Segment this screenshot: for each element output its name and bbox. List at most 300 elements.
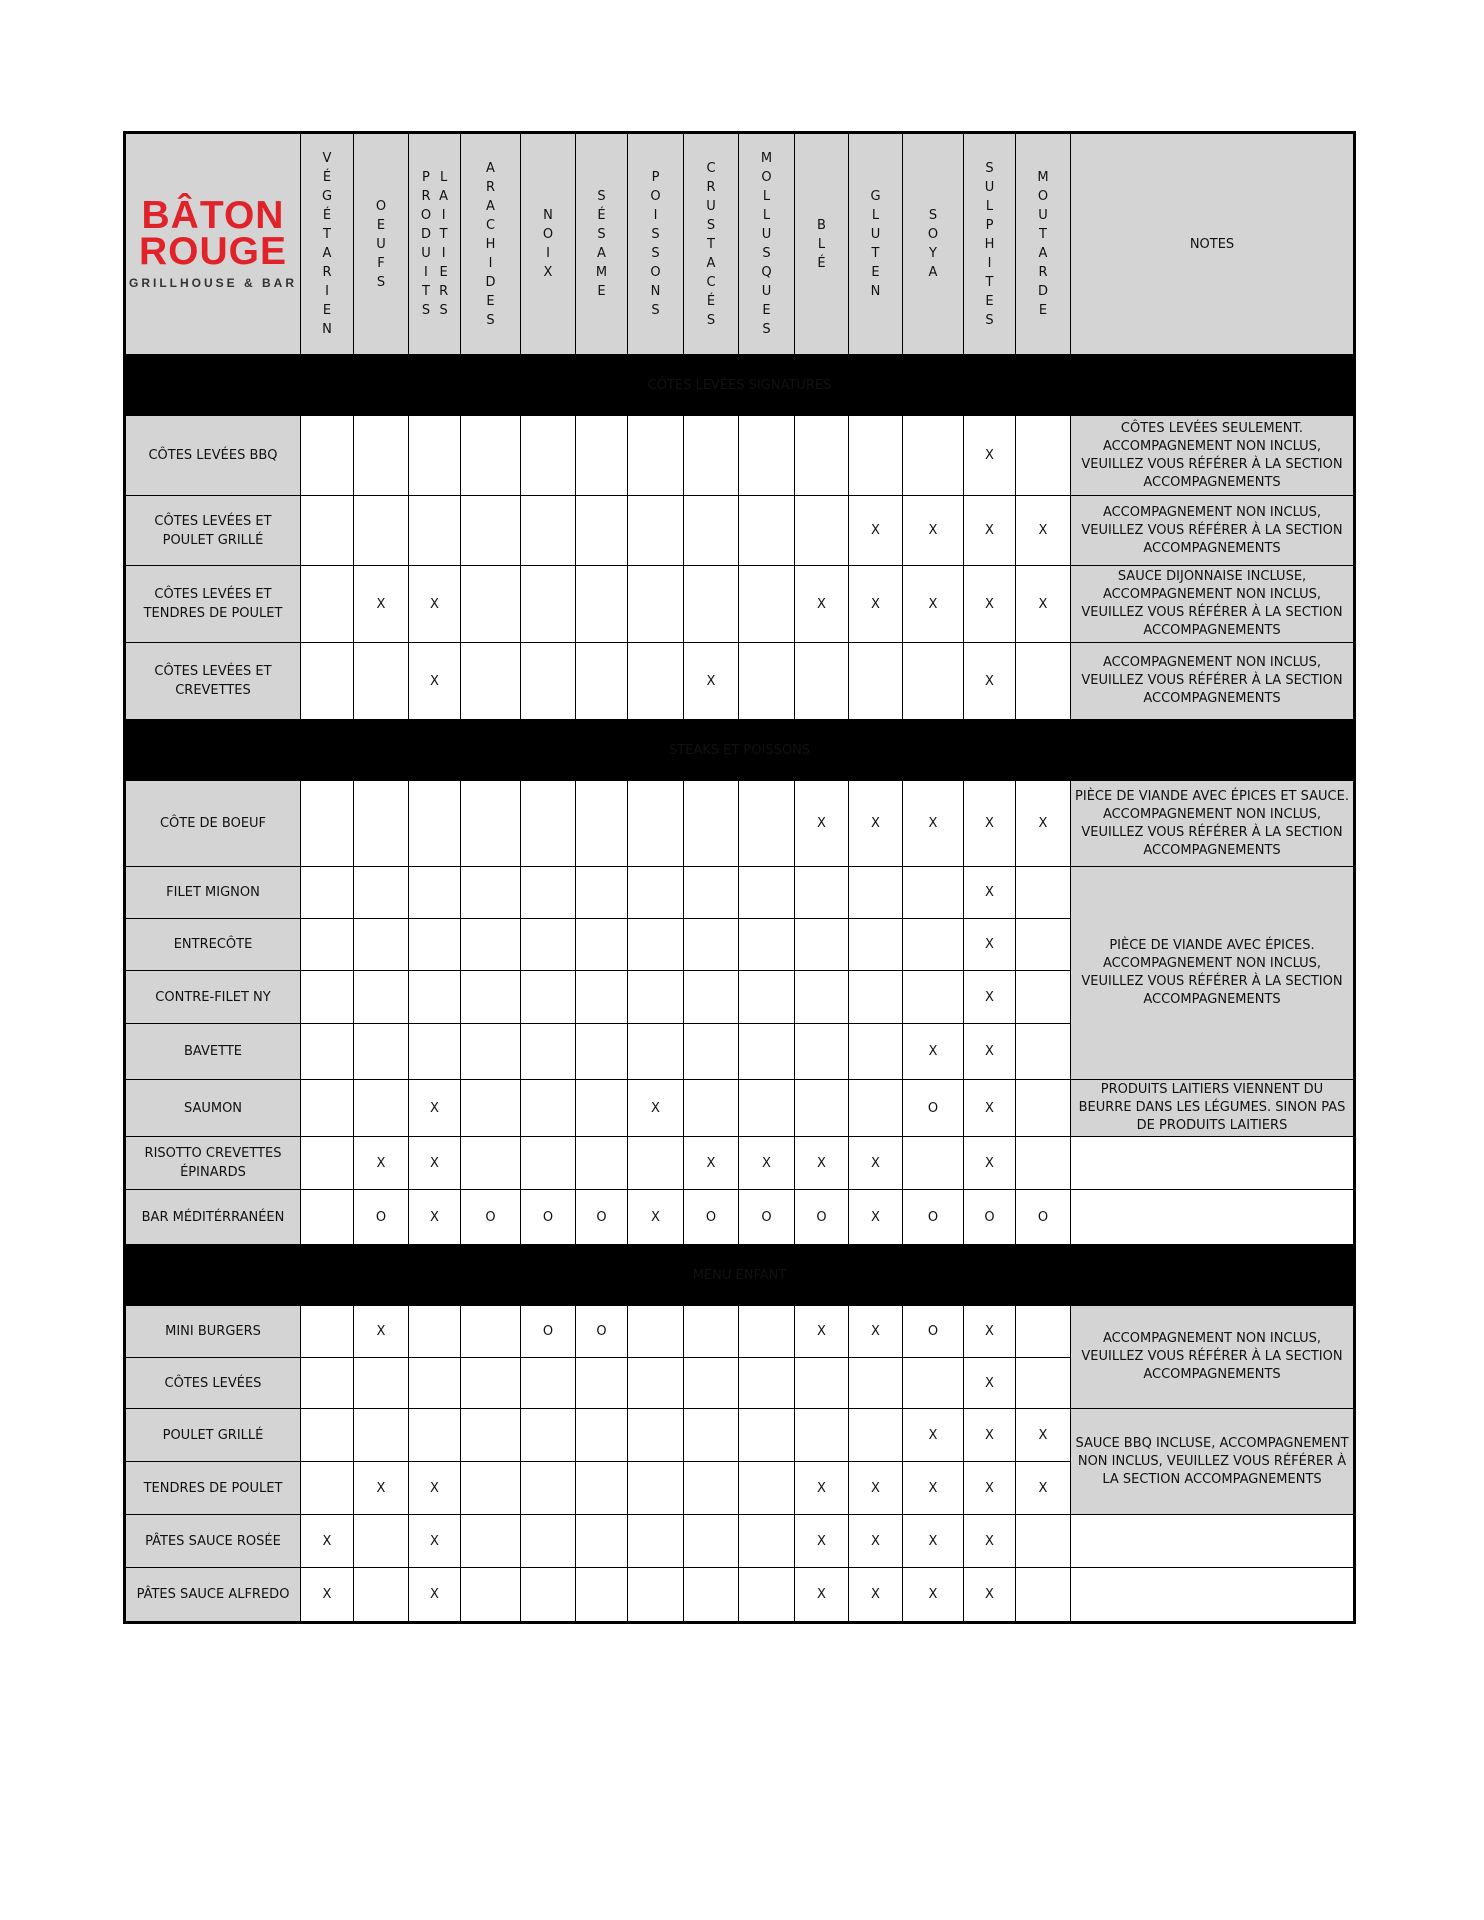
allergen-mark — [461, 416, 521, 496]
allergen-letter: H — [984, 236, 995, 252]
allergen-header — [521, 133, 576, 355]
allergen-header-label — [817, 216, 826, 273]
menu-item-name: PÂTES SAUCE ROSÉE — [125, 1515, 301, 1568]
allergen-mark — [628, 1306, 684, 1358]
section-header-row — [125, 355, 1355, 416]
allergen-mark — [628, 919, 684, 971]
allergen-mark — [576, 919, 628, 971]
allergen-header — [849, 133, 903, 355]
allergen-letter: E — [376, 217, 386, 233]
allergen-mark — [628, 971, 684, 1024]
allergen-letter: S — [985, 160, 994, 176]
allergen-letter: S — [762, 246, 771, 261]
allergen-mark: X — [964, 1137, 1016, 1190]
allergen-mark — [684, 781, 739, 867]
allergen-mark: X — [1016, 1462, 1071, 1515]
allergen-letter: E — [439, 265, 448, 280]
allergen-mark: X — [628, 1080, 684, 1137]
allergen-header — [964, 133, 1016, 355]
allergen-mark — [576, 1137, 628, 1190]
allergen-letter: A — [486, 160, 495, 176]
allergen-mark: X — [354, 1306, 409, 1358]
item-note: SAUCE DIJONNAISE INCLUSE, ACCOMPAGNEMENT NON INCLUS, VEUILLEZ VOUS RÉFÉRER À LA SECTION ACCOMPAGNEMENTS — [1071, 566, 1355, 643]
item-note: ACCOMPAGNEMENT NON INCLUS, VEUILLEZ VOUS RÉFÉRER À LA SECTION ACCOMPAGNEMENTS — [1071, 643, 1355, 720]
allergen-mark: X — [964, 1515, 1016, 1568]
allergen-mark — [849, 1024, 903, 1080]
item-note — [1071, 1515, 1355, 1568]
allergen-mark — [849, 1080, 903, 1137]
allergen-letter: I — [441, 246, 446, 261]
allergen-header-word — [421, 168, 431, 320]
allergen-mark — [684, 971, 739, 1024]
allergen-mark — [354, 1409, 409, 1462]
allergen-mark — [903, 971, 964, 1024]
allergen-letter: E — [871, 265, 880, 280]
allergen-mark — [576, 1024, 628, 1080]
allergen-header-label — [650, 168, 660, 320]
allergen-letter: D — [485, 274, 496, 290]
allergen-mark — [301, 1080, 354, 1137]
allergen-header-label — [928, 206, 938, 282]
allergen-mark: X — [354, 1462, 409, 1515]
allergen-letter: U — [984, 179, 995, 195]
allergen-mark: X — [964, 1024, 1016, 1080]
item-note: SAUCE BBQ INCLUSE, ACCOMPAGNEMENT NON INCLUS, VEUILLEZ VOUS RÉFÉRER À LA SECTION ACCOMPAGNEMENTS — [1071, 1409, 1355, 1515]
allergen-header — [301, 133, 354, 355]
allergen-letter: A — [928, 265, 938, 280]
allergen-letter: R — [1038, 265, 1048, 280]
allergen-letter: C — [706, 160, 716, 176]
allergen-letter: T — [422, 284, 430, 299]
allergen-mark — [576, 1080, 628, 1137]
allergen-mark: X — [903, 1462, 964, 1515]
allergen-header-label — [543, 206, 553, 282]
allergen-mark: O — [521, 1306, 576, 1358]
allergen-mark — [684, 1024, 739, 1080]
allergen-mark — [1016, 1358, 1071, 1409]
allergen-mark: X — [964, 566, 1016, 643]
allergen-mark — [795, 1080, 849, 1137]
allergen-mark — [1016, 971, 1071, 1024]
menu-item-name: CÔTE DE BOEUF — [125, 781, 301, 867]
allergen-mark — [684, 416, 739, 496]
allergen-letter: E — [322, 303, 332, 318]
allergen-mark: X — [964, 971, 1016, 1024]
menu-item-name: MINI BURGERS — [125, 1306, 301, 1358]
allergen-mark — [739, 1080, 795, 1137]
allergen-mark: X — [795, 781, 849, 867]
allergen-header — [461, 133, 521, 355]
item-note — [1071, 1137, 1355, 1190]
allergen-mark: X — [964, 1358, 1016, 1409]
menu-item-row — [125, 1515, 1355, 1568]
allergen-letter: É — [322, 170, 332, 185]
allergen-mark: X — [795, 1462, 849, 1515]
allergen-mark — [849, 919, 903, 971]
allergen-mark — [354, 1515, 409, 1568]
allergen-mark: X — [409, 1080, 461, 1137]
allergen-letter: I — [441, 208, 446, 223]
allergen-mark: X — [354, 566, 409, 643]
allergen-mark — [739, 1515, 795, 1568]
allergen-letter: S — [376, 274, 386, 290]
allergen-mark — [1016, 416, 1071, 496]
menu-item-name: POULET GRILLÉ — [125, 1409, 301, 1462]
allergen-mark — [795, 971, 849, 1024]
allergen-mark — [795, 1358, 849, 1409]
allergen-mark — [739, 867, 795, 919]
allergen-mark: X — [964, 643, 1016, 720]
allergen-mark: X — [795, 566, 849, 643]
allergen-header-word — [650, 168, 660, 320]
allergen-mark — [739, 1462, 795, 1515]
allergen-letter: I — [653, 208, 658, 223]
allergen-mark — [576, 416, 628, 496]
allergen-mark — [903, 416, 964, 496]
allergen-mark — [301, 416, 354, 496]
allergen-letter: R — [706, 179, 716, 195]
allergen-letter: N — [650, 284, 661, 299]
allergen-mark: X — [409, 1190, 461, 1245]
allergen-mark: O — [576, 1306, 628, 1358]
allergen-letter: T — [871, 246, 880, 261]
allergen-letter: R — [421, 189, 431, 204]
allergen-mark — [301, 781, 354, 867]
allergen-header-word — [1037, 168, 1048, 320]
allergen-mark — [461, 1306, 521, 1358]
allergen-mark: X — [849, 1568, 903, 1623]
allergen-mark: X — [964, 919, 1016, 971]
item-note: PIÈCE DE VIANDE AVEC ÉPICES. ACCOMPAGNEMENT NON INCLUS, VEUILLEZ VOUS RÉFÉRER À LA SECTION ACCOMPAGNEMENTS — [1071, 867, 1355, 1080]
item-note — [1071, 1190, 1355, 1245]
allergen-header — [739, 133, 795, 355]
allergen-mark — [354, 971, 409, 1024]
menu-item-name: ENTRECÔTE — [125, 919, 301, 971]
allergen-mark: O — [354, 1190, 409, 1245]
allergen-mark — [684, 1409, 739, 1462]
allergen-mark — [739, 781, 795, 867]
allergen-mark — [461, 566, 521, 643]
allergen-mark — [521, 1515, 576, 1568]
allergen-mark — [628, 1137, 684, 1190]
allergen-mark: O — [461, 1190, 521, 1245]
allergen-mark: X — [903, 1024, 964, 1080]
allergen-mark — [628, 781, 684, 867]
allergen-mark — [521, 1568, 576, 1623]
allergen-mark — [354, 496, 409, 566]
allergen-mark — [521, 643, 576, 720]
allergen-mark: X — [684, 1137, 739, 1190]
allergen-mark — [684, 566, 739, 643]
allergen-mark — [849, 1358, 903, 1409]
allergen-mark — [301, 919, 354, 971]
allergen-mark — [461, 781, 521, 867]
menu-item-row — [125, 1190, 1355, 1245]
menu-item-row — [125, 1080, 1355, 1137]
allergen-mark: O — [964, 1190, 1016, 1245]
allergen-header-word — [322, 149, 332, 339]
menu-item-name: FILET MIGNON — [125, 867, 301, 919]
allergen-mark — [1016, 1568, 1071, 1623]
allergen-mark — [521, 416, 576, 496]
allergen-letter: E — [486, 293, 495, 309]
allergen-mark — [795, 1409, 849, 1462]
allergen-header-word — [376, 197, 386, 292]
allergen-letter: V — [322, 151, 332, 166]
item-note: PRODUITS LAITIERS VIENNENT DU BEURRE DANS LES LÉGUMES. SINON PAS DE PRODUITS LAITIERS — [1071, 1080, 1355, 1137]
allergen-mark — [795, 919, 849, 971]
allergen-letter: N — [870, 284, 881, 299]
allergen-mark: X — [964, 496, 1016, 566]
item-note: ACCOMPAGNEMENT NON INCLUS, VEUILLEZ VOUS RÉFÉRER À LA SECTION ACCOMPAGNEMENTS — [1071, 1306, 1355, 1409]
allergen-mark — [354, 1568, 409, 1623]
allergen-letter: F — [377, 255, 385, 271]
allergen-mark — [739, 971, 795, 1024]
allergen-mark — [795, 416, 849, 496]
allergen-mark — [576, 971, 628, 1024]
allergen-mark — [409, 496, 461, 566]
allergen-mark: X — [964, 1409, 1016, 1462]
allergen-header — [354, 133, 409, 355]
menu-item-row — [125, 416, 1355, 496]
allergen-mark — [739, 496, 795, 566]
allergen-mark — [628, 416, 684, 496]
allergen-mark: O — [903, 1306, 964, 1358]
allergen-mark — [849, 971, 903, 1024]
allergen-header-label — [376, 197, 386, 292]
item-note: ACCOMPAGNEMENT NON INCLUS, VEUILLEZ VOUS RÉFÉRER À LA SECTION ACCOMPAGNEMENTS — [1071, 496, 1355, 566]
allergen-letter: O — [650, 265, 661, 280]
allergen-letter: E — [1038, 303, 1048, 318]
allergen-letter: U — [761, 227, 772, 242]
allergen-mark — [903, 643, 964, 720]
allergen-mark — [1016, 1306, 1071, 1358]
allergen-mark — [628, 1462, 684, 1515]
allergen-sheet — [123, 131, 1356, 1624]
allergen-letter: T — [985, 274, 994, 290]
allergen-mark — [795, 496, 849, 566]
allergen-letter: I — [987, 255, 992, 271]
allergen-mark: X — [1016, 781, 1071, 867]
allergen-mark — [739, 643, 795, 720]
allergen-mark: X — [1016, 1409, 1071, 1462]
allergen-mark — [354, 919, 409, 971]
allergen-letter: É — [817, 255, 826, 271]
allergen-header-word — [543, 206, 553, 282]
allergen-mark — [684, 1515, 739, 1568]
allergen-mark — [461, 1358, 521, 1409]
allergen-letter: O — [1037, 189, 1049, 204]
allergen-letter: O — [542, 227, 554, 242]
allergen-mark: O — [903, 1190, 964, 1245]
allergen-letter: L — [817, 236, 826, 252]
allergen-letter: L — [762, 189, 771, 204]
allergen-letter: L — [762, 208, 771, 223]
allergen-mark: X — [964, 867, 1016, 919]
allergen-mark — [521, 867, 576, 919]
allergen-mark — [409, 781, 461, 867]
allergen-header-label — [761, 149, 772, 339]
section-title: CÔTES LEVÉES SIGNATURES — [125, 355, 1355, 416]
allergen-header-word — [485, 159, 495, 330]
allergen-mark — [684, 919, 739, 971]
allergen-mark — [576, 566, 628, 643]
allergen-mark: X — [964, 416, 1016, 496]
allergen-mark — [409, 1358, 461, 1409]
allergen-mark — [1016, 867, 1071, 919]
allergen-mark — [576, 1568, 628, 1623]
menu-item-row — [125, 566, 1355, 643]
allergen-mark — [795, 643, 849, 720]
allergen-mark — [521, 1462, 576, 1515]
allergen-letter: R — [322, 265, 332, 280]
allergen-mark — [461, 643, 521, 720]
menu-item-name: SAUMON — [125, 1080, 301, 1137]
allergen-mark: X — [903, 781, 964, 867]
allergen-mark — [301, 1306, 354, 1358]
allergen-mark: X — [1016, 496, 1071, 566]
menu-item-row — [125, 1137, 1355, 1190]
allergen-mark — [409, 919, 461, 971]
allergen-mark — [628, 566, 684, 643]
menu-item-row — [125, 1568, 1355, 1623]
allergen-mark: X — [409, 643, 461, 720]
allergen-mark: X — [795, 1306, 849, 1358]
allergen-header-label — [485, 159, 495, 330]
allergen-mark — [576, 781, 628, 867]
allergen-letter: E — [762, 303, 771, 318]
brand-line-1: BÂTON — [141, 194, 285, 237]
item-note: CÔTES LEVÉES SEULEMENT. ACCOMPAGNEMENT NON INCLUS, VEUILLEZ VOUS RÉFÉRER À LA SECTION ACCOMPAGNEMENTS — [1071, 416, 1355, 496]
allergen-mark — [461, 496, 521, 566]
allergen-header-word — [985, 159, 995, 330]
allergen-letter: A — [597, 246, 606, 261]
allergen-mark — [739, 566, 795, 643]
allergen-mark — [521, 1358, 576, 1409]
allergen-letter: S — [706, 312, 716, 328]
allergen-table — [123, 131, 1356, 1624]
allergen-letter: É — [706, 293, 716, 309]
allergen-letter: O — [420, 208, 432, 223]
allergen-letter: T — [707, 236, 715, 252]
allergen-letter: I — [424, 265, 428, 280]
allergen-letter: T — [1039, 227, 1047, 242]
allergen-mark — [628, 1024, 684, 1080]
allergen-mark: X — [409, 566, 461, 643]
allergen-header-label — [1037, 168, 1048, 320]
allergen-mark — [409, 416, 461, 496]
allergen-letter: E — [597, 284, 606, 299]
allergen-letter: S — [985, 312, 994, 328]
allergen-mark: X — [964, 781, 1016, 867]
allergen-letter: É — [322, 208, 332, 223]
allergen-mark — [409, 1306, 461, 1358]
allergen-mark — [354, 1080, 409, 1137]
allergen-mark — [628, 643, 684, 720]
allergen-letter: A — [1038, 246, 1048, 261]
allergen-mark — [461, 1137, 521, 1190]
section-header-row — [125, 720, 1355, 781]
allergen-header-word — [928, 206, 938, 282]
allergen-mark — [354, 1358, 409, 1409]
allergen-mark — [301, 867, 354, 919]
menu-item-row — [125, 1306, 1355, 1358]
header-row — [125, 133, 1355, 355]
allergen-letter: N — [322, 322, 332, 337]
allergen-letter: O — [650, 189, 661, 204]
allergen-mark — [903, 1358, 964, 1409]
allergen-mark — [521, 1080, 576, 1137]
allergen-letter: B — [817, 217, 826, 233]
allergen-mark: X — [739, 1137, 795, 1190]
menu-item-name: CÔTES LEVÉES — [125, 1358, 301, 1409]
allergen-letter: H — [485, 236, 496, 252]
allergen-header-word — [761, 149, 772, 339]
allergen-mark: X — [903, 566, 964, 643]
allergen-mark — [461, 971, 521, 1024]
allergen-mark — [576, 643, 628, 720]
allergen-mark — [1016, 643, 1071, 720]
section-title: STEAKS ET POISSONS — [125, 720, 1355, 781]
menu-item-name: TENDRES DE POULET — [125, 1462, 301, 1515]
allergen-mark — [521, 566, 576, 643]
allergen-letter: M — [760, 151, 773, 166]
allergen-mark — [849, 867, 903, 919]
allergen-letter: Y — [929, 246, 937, 261]
allergen-mark — [1016, 1137, 1071, 1190]
allergen-letter: O — [375, 198, 387, 214]
allergen-mark — [301, 1137, 354, 1190]
allergen-mark — [628, 1409, 684, 1462]
allergen-mark — [684, 1568, 739, 1623]
allergen-mark: X — [964, 1462, 1016, 1515]
allergen-letter: G — [870, 189, 881, 204]
allergen-mark — [354, 867, 409, 919]
allergen-mark — [739, 416, 795, 496]
allergen-mark — [739, 1358, 795, 1409]
allergen-letter: P — [651, 170, 660, 185]
allergen-mark — [684, 1080, 739, 1137]
allergen-mark: X — [409, 1515, 461, 1568]
allergen-letter: S — [486, 312, 495, 328]
allergen-header-word — [817, 216, 826, 273]
brand-line-2: ROUGE — [138, 230, 287, 273]
allergen-mark — [739, 1568, 795, 1623]
allergen-mark: X — [903, 1568, 964, 1623]
menu-item-name: BAR MÉDITÉRRANÉEN — [125, 1190, 301, 1245]
allergen-letter: C — [485, 217, 496, 233]
allergen-mark — [849, 1409, 903, 1462]
allergen-mark — [461, 1568, 521, 1623]
allergen-letter: S — [597, 227, 606, 242]
menu-item-row — [125, 496, 1355, 566]
allergen-mark — [521, 919, 576, 971]
allergen-mark — [1016, 1080, 1071, 1137]
allergen-header-label — [421, 168, 448, 320]
menu-item-name: CÔTES LEVÉES BBQ — [125, 416, 301, 496]
allergen-letter: Q — [761, 265, 772, 280]
allergen-header-label — [322, 149, 332, 339]
allergen-mark — [628, 1358, 684, 1409]
allergen-letter: A — [322, 246, 332, 261]
allergen-letter: I — [546, 246, 550, 261]
allergen-mark — [628, 1568, 684, 1623]
allergen-mark: X — [903, 1515, 964, 1568]
allergen-mark: X — [409, 1568, 461, 1623]
allergen-mark: O — [521, 1190, 576, 1245]
allergen-letter: U — [761, 284, 772, 299]
allergen-header-label — [596, 187, 607, 301]
